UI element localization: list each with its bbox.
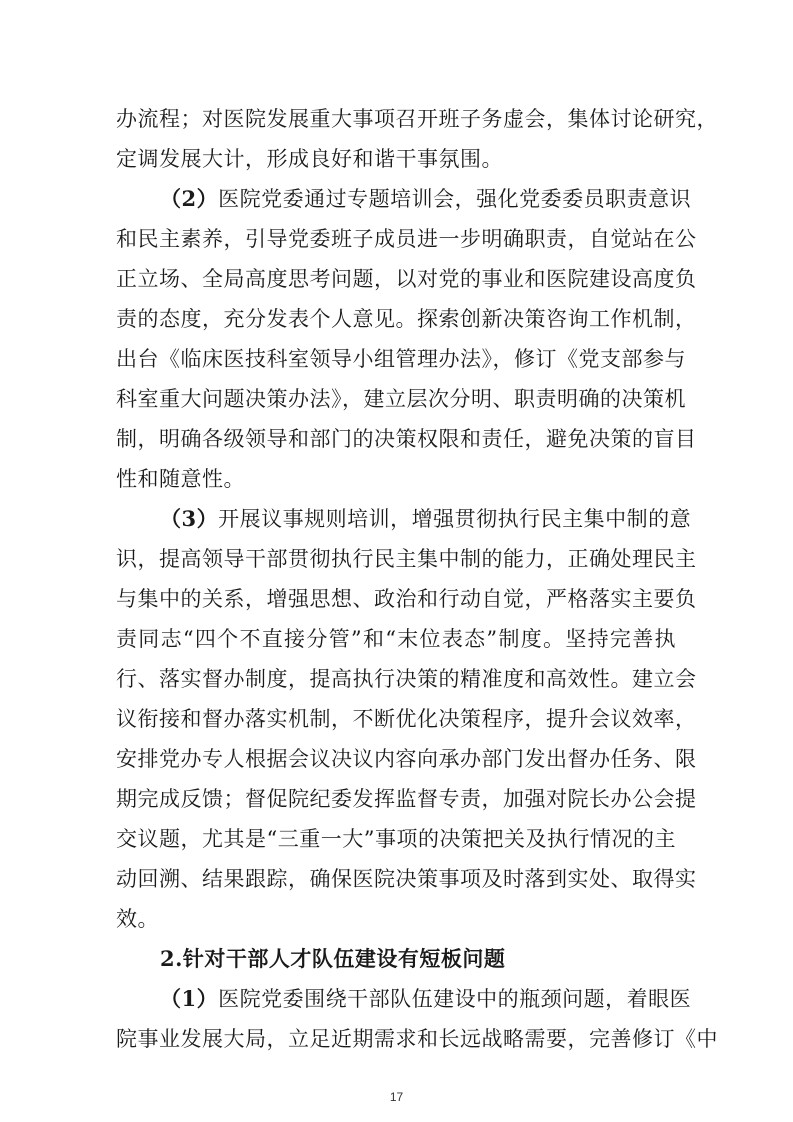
paragraph-line: 制，明确各级领导和部门的决策权限和责任，避免决策的盲目 [116,427,697,451]
paragraph-line: 定调发展大计，形成良好和谐干事氛围。 [116,147,503,171]
paragraph-line: 科室重大问题决策办法》，建立层次分明、职责明确的决策机 [116,387,686,411]
paragraph-line: 期完成反馈；督促院纪委发挥监督专责，加强对院长办公会提 [116,787,697,811]
paragraph-line: 行、落实督办制度，提高执行决策的精准度和高效性。建立会 [116,667,697,691]
paragraph-line: 办流程；对医院发展重大事项召开班子务虚会，集体讨论研究， [116,107,718,131]
paragraph-line: 交议题，尤其是“三重一大”事项的决策把关及执行情况的主 [116,827,676,851]
page-number: 17 [389,1090,404,1104]
paragraph-line: 议衔接和督办落实机制，不断优化决策程序，提升会议效率， [116,707,697,731]
paragraph-line: 效。 [116,907,159,931]
paragraph-first-line [160,506,692,532]
paragraph-first-line [160,186,692,212]
paragraph-line: 与集中的关系，增强思想、政治和行动自觉，严格落实主要负 [116,587,697,611]
paragraph-line: 责的态度，充分发表个人意见。探索创新决策咨询工作机制， [116,307,697,331]
paragraph-first-line [160,986,692,1012]
item-number: （1） [160,986,219,1011]
paragraph-line: 识，提高领导干部贯彻执行民主集中制的能力，正确处理民主 [116,547,697,571]
paragraph-line: 和民主素养，引导党委班子成员进一步明确职责，自觉站在公 [116,227,697,251]
item-number: （3） [160,506,219,531]
paragraph-text: 开展议事规则培训，增强贯彻执行民主集中制的意 [218,507,692,531]
paragraph-text: 医院党委通过专题培训会，强化党委委员职责意识 [218,187,692,211]
item-number: （2） [160,186,219,211]
paragraph-line: 性和随意性。 [116,467,245,491]
paragraph-line: 出台《临床医技科室领导小组管理办法》，修订《党支部参与 [116,347,686,371]
paragraph-line: 正立场、全局高度思考问题，以对党的事业和医院建设高度负 [116,267,697,291]
paragraph-line: 责同志“四个不直接分管”和“末位表态”制度。坚持完善执 [116,627,676,651]
paragraph-line: 动回溯、结果跟踪，确保医院决策事项及时落到实处、取得实 [116,867,697,891]
section-heading: 2.针对干部人才队伍建设有短板问题 [160,946,506,971]
paragraph-text: 医院党委围绕干部队伍建设中的瓶颈问题，着眼医 [218,987,692,1011]
paragraph-line: 院事业发展大局，立足近期需求和长远战略需要，完善修订《中 [116,1027,718,1051]
paragraph-line: 安排党办专人根据会议决议内容向承办部门发出督办任务、限 [116,747,697,771]
